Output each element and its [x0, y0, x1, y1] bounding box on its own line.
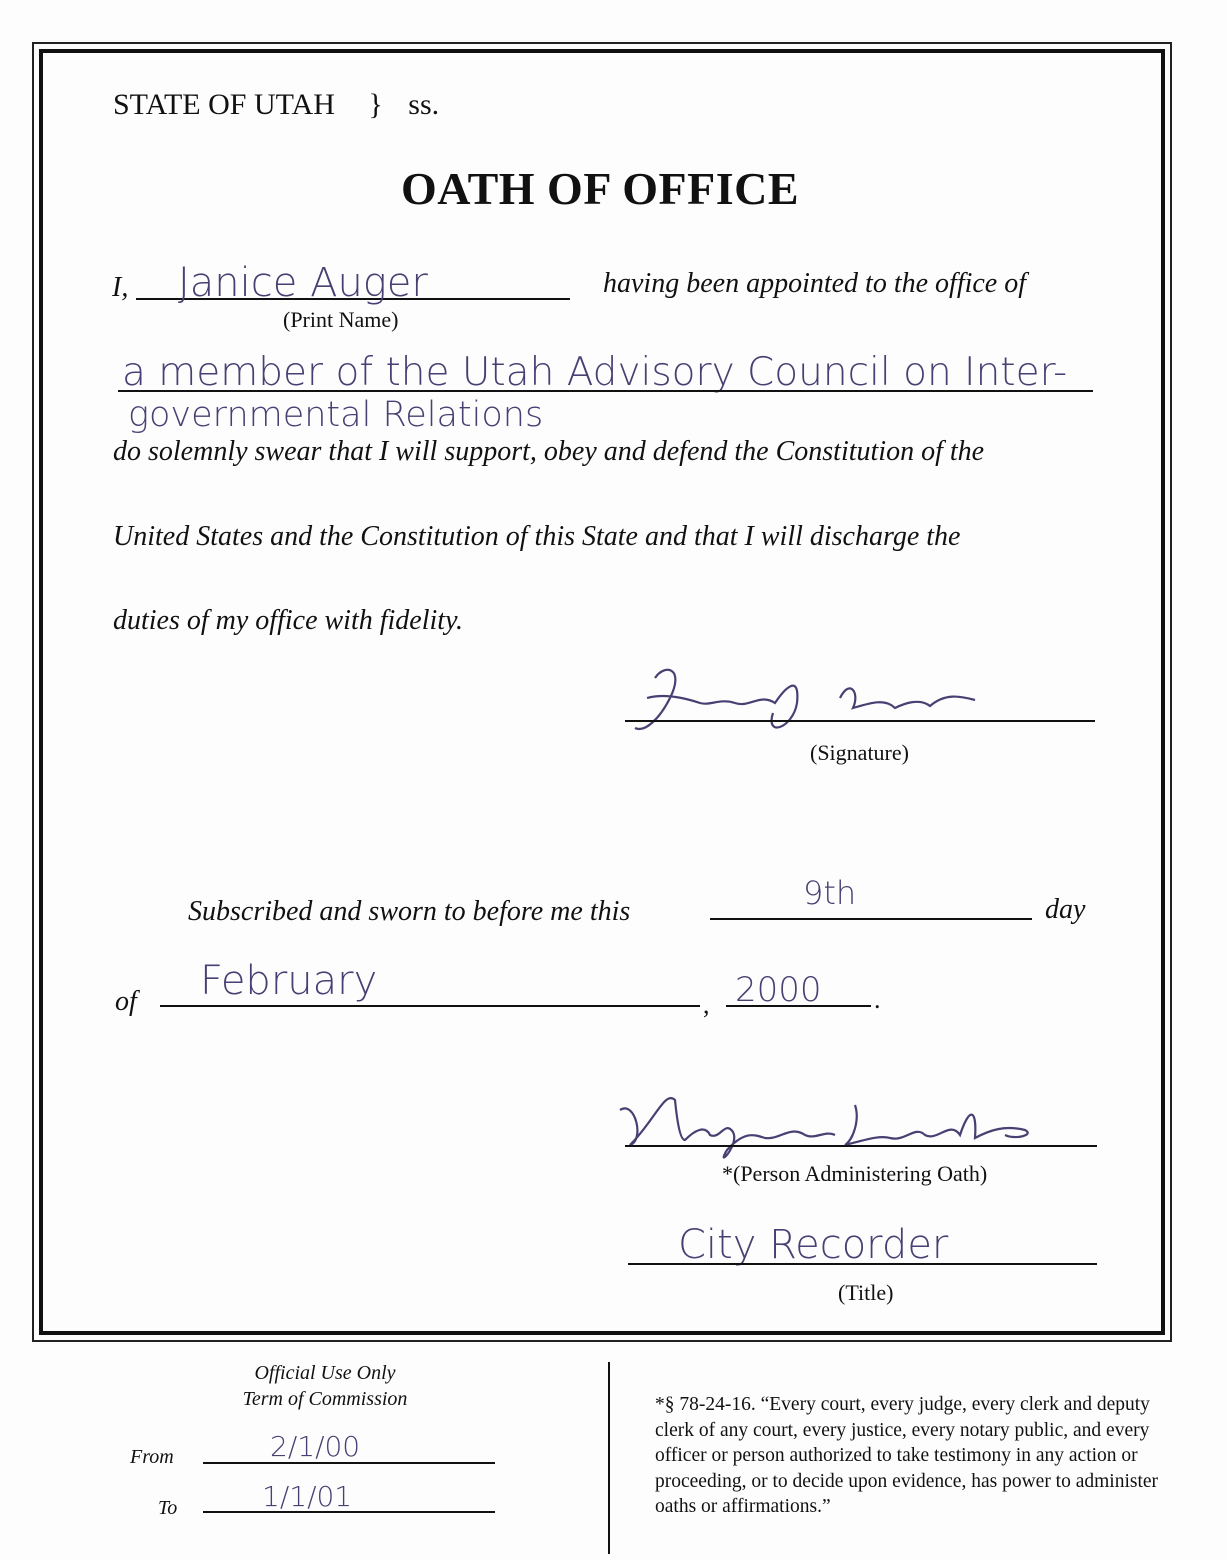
official-use-only: Official Use Only: [254, 1362, 396, 1384]
from-label: From: [130, 1446, 174, 1468]
page-title: OATH OF OFFICE: [401, 163, 799, 214]
title-label: (Title): [838, 1280, 894, 1305]
administrator-signature: [615, 1080, 1045, 1170]
ss-label: ss.: [408, 88, 440, 121]
print-name-value: Janice Auger: [178, 260, 428, 306]
administrator-line: [625, 1145, 1097, 1147]
official-use-heading: [200, 1360, 450, 1412]
month-line: [160, 1005, 700, 1007]
from-value: 2/1/00: [270, 1430, 361, 1463]
brace: }: [368, 88, 383, 121]
state-name: STATE OF UTAH: [113, 88, 335, 121]
signature-line: [625, 720, 1095, 722]
day-line: [710, 918, 1032, 920]
month-value: February: [200, 958, 378, 1004]
oath-body-line2: United States and the Constitution of this State and that I will discharge the: [113, 521, 961, 552]
title-value: City Recorder: [678, 1222, 949, 1268]
of-label: of: [115, 986, 137, 1017]
print-name-label: (Print Name): [283, 307, 399, 332]
office-value-line2: governmental Relations: [128, 395, 544, 435]
state-heading: [113, 88, 439, 122]
term-of-commission: Term of Commission: [242, 1388, 408, 1410]
footer-divider: [608, 1362, 610, 1554]
statute-text: *§ 78-24-16. “Every court, every judge, every clerk and deputy clerk of any court, every justice, every notary public, and every officer or person authorized to take testimony in any action or proceeding, or to decide upon evidence, has power to administer oaths or affirmations.”: [655, 1394, 1159, 1517]
title-line: [628, 1263, 1097, 1265]
office-value-line1: a member of the Utah Advisory Council on Inter-: [122, 350, 1068, 395]
oath-body-line1: do solemnly swear that I will support, obey and defend the Constitution of the: [113, 436, 985, 467]
period: .: [874, 985, 881, 1014]
comma: ,: [703, 990, 710, 1019]
sworn-text: Subscribed and sworn to before me this: [188, 896, 631, 927]
day-label: day: [1045, 894, 1086, 925]
oath-body-line3: duties of my office with fidelity.: [113, 605, 463, 636]
appointed-text: having been appointed to the office of: [603, 268, 1027, 299]
office-line: [118, 390, 1093, 392]
signature-label: (Signature): [810, 740, 909, 765]
administrator-label: *(Person Administering Oath): [722, 1161, 988, 1186]
year-value: 2000: [735, 970, 822, 1010]
to-label: To: [158, 1497, 178, 1519]
day-value: 9th: [803, 874, 857, 912]
i-prefix: I,: [112, 272, 129, 303]
affiant-signature: [625, 658, 995, 748]
to-value: 1/1/01: [262, 1480, 353, 1513]
